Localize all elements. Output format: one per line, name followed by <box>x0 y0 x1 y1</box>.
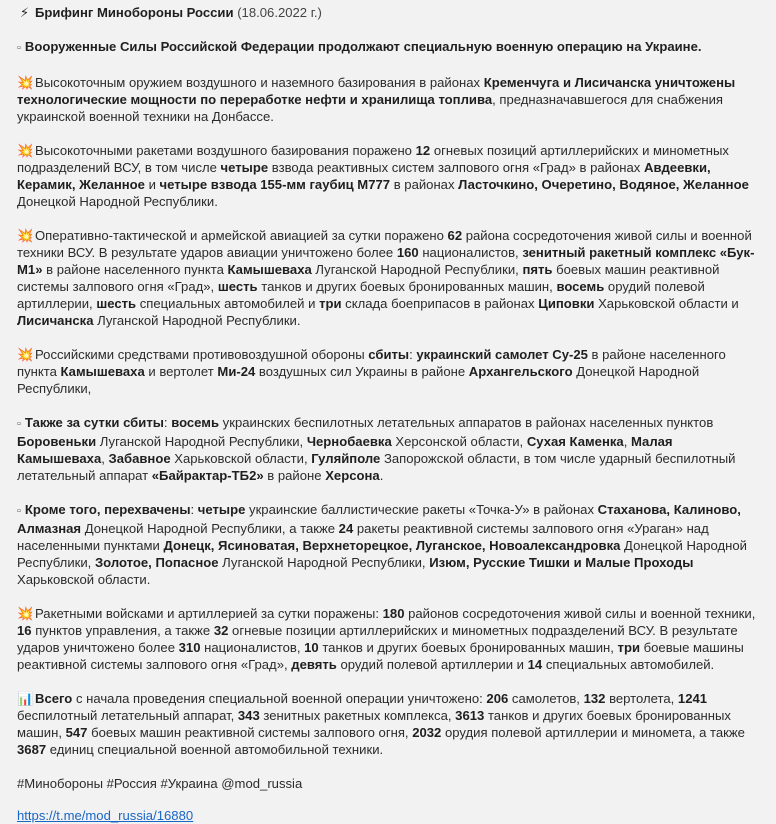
bold-text: девять <box>291 657 337 672</box>
bold-text: восемь <box>556 279 605 294</box>
bold-text: Забавное <box>108 451 171 466</box>
bold-text: Боровеньки <box>17 434 97 449</box>
bold-text: Ласточкино, Очеретино, Водяное, Желанное <box>458 177 749 192</box>
text: Донецкой Народной Республики, а также <box>81 521 339 536</box>
bold-text: 62 <box>447 228 463 243</box>
bold-text: Стаханова, Калиново, Алмазная <box>17 502 741 536</box>
bold-text: Донецк, Ясиноватая, Верхнеторецкое, Луганское, Новоалександровка <box>163 538 621 553</box>
text: Харьковской области и <box>594 296 739 311</box>
text: специальных автомобилей. <box>542 657 715 672</box>
bold-text: Малая Камышеваха <box>17 434 673 466</box>
post-paragraph <box>17 74 758 125</box>
text: , предназначавшегося для снабжения украинской военной техники на Донбассе. <box>17 92 723 124</box>
text: Луганской Народной Республики. <box>93 313 301 328</box>
text: . <box>379 468 384 483</box>
text: огневых позиций артиллерийских и минометных подразделений ВСУ, в том числе <box>17 143 729 175</box>
bold-text: Ми-24 <box>217 364 256 379</box>
text: в районе <box>263 468 326 483</box>
text: и <box>144 177 160 192</box>
post-paragraph <box>17 38 758 57</box>
text: специальных автомобилей и <box>136 296 320 311</box>
bold-text: Кроме того, перехвачены <box>24 502 191 517</box>
bold-text: Гуляйполе <box>311 451 381 466</box>
text: : <box>409 347 417 362</box>
text: украинских беспилотных летательных аппаратов в районах населенных пунктов <box>219 415 714 430</box>
text: орудий полевой артиллерии, <box>17 279 705 311</box>
post-body <box>17 38 758 758</box>
bold-text: Архангельского <box>468 364 573 379</box>
bold-text: 14 <box>527 657 543 672</box>
bold-text: 206 <box>486 691 509 706</box>
bold-text: 10 <box>304 640 319 655</box>
text: самолетов, <box>508 691 584 706</box>
bold-text: Лисичанска <box>17 313 94 328</box>
text: танков и других боевых бронированных машин, <box>257 279 557 294</box>
bold-text: 3613 <box>455 708 485 723</box>
bold-text: Циповки <box>538 296 595 311</box>
text: : <box>190 502 198 517</box>
bold-text: 16 <box>17 623 32 638</box>
post-paragraph <box>17 227 758 329</box>
text: Харьковской области, <box>170 451 312 466</box>
bold-text: украинский самолет Су-25 <box>416 347 588 362</box>
text: Херсонской области, <box>391 434 527 449</box>
square-bullet-icon: ▫ <box>17 42 21 54</box>
bold-text: 32 <box>213 623 229 638</box>
bold-text: Также за сутки сбиты <box>24 415 164 430</box>
bold-text: четыре <box>220 160 269 175</box>
post-paragraph <box>17 501 758 588</box>
text: Высокоточными ракетами воздушного базирования поражено <box>35 143 416 158</box>
explosion-icon: 💥 <box>17 606 34 621</box>
text: районов сосредоточения живой силы и военной техники, <box>404 606 756 621</box>
text: Ракетными войсками и артиллерией за сутки поражены: <box>35 606 383 621</box>
bold-text: 1241 <box>677 691 708 706</box>
bold-text: восемь <box>171 415 220 430</box>
text: с начала проведения специальной военной операции уничтожено: <box>72 691 487 706</box>
text: танков и других боевых бронированных машин, <box>318 640 618 655</box>
text: вертолета, <box>605 691 678 706</box>
source-link[interactable] <box>17 807 758 824</box>
text: орудия полевой артиллерии и минометa, а также <box>441 725 745 740</box>
text: , <box>101 451 109 466</box>
text: Донецкой Народной Республики. <box>17 194 218 209</box>
text: танков и других боевых бронированных машин, <box>17 708 731 740</box>
text: беспилотный летательный аппарат, <box>17 708 238 723</box>
bold-text: Золотое, Попасное <box>94 555 219 570</box>
text: пунктов управления, а также <box>31 623 214 638</box>
bold-text: 2032 <box>412 725 442 740</box>
text: боевых машин реактивной системы залпового огня, <box>87 725 413 740</box>
bold-text: Херсона <box>325 468 380 483</box>
text: воздушных сил Украины в районе <box>255 364 469 379</box>
square-bullet-icon: ▫ <box>17 505 21 517</box>
text: , <box>623 434 631 449</box>
text: Донецкой Народной Республики, <box>17 538 747 570</box>
bold-text: Сухая Каменка <box>526 434 624 449</box>
text: орудий полевой артиллерии и <box>336 657 528 672</box>
text: Высокоточным оружием воздушного и наземного базирования в районах <box>35 75 484 90</box>
text: огневые позиции артиллерийских и минометных подразделений ВСУ. В результате ударов уничтожено более <box>17 623 738 655</box>
bold-text: сбиты <box>368 347 410 362</box>
bold-text: Изюм, Русские Тишки и Малые Проходы <box>429 555 694 570</box>
text: Луганской Народной Республики, <box>218 555 430 570</box>
text: в районах <box>390 177 459 192</box>
text: Луганской Народной Республики, <box>96 434 307 449</box>
bold-text: четыре <box>197 502 246 517</box>
text: украинские баллистические ракеты «Точка-У» в районах <box>245 502 598 517</box>
bold-text: 343 <box>237 708 260 723</box>
hashtags[interactable]: #Минобороны #Россия #Украина @mod_russia <box>17 776 303 791</box>
text: взвода реактивных систем залпового огня «Град» в районах <box>268 160 644 175</box>
text: националистов, <box>200 640 305 655</box>
post-paragraph <box>17 142 758 210</box>
text: в районе населенного пункта <box>17 347 726 379</box>
text: Российскими средствами противовоздушной обороны <box>35 347 369 362</box>
bold-text: Чернобаевка <box>306 434 392 449</box>
bold-text: Камышеваха <box>227 262 312 277</box>
bold-text: четыре взвода 155-мм гаубиц М777 <box>159 177 391 192</box>
post-paragraph <box>17 690 758 758</box>
explosion-icon: 💥 <box>17 143 34 158</box>
text: : <box>163 415 172 430</box>
bold-text: шесть <box>96 296 137 311</box>
text: единиц специальной военной автомобильной техники. <box>46 742 384 757</box>
text: боевые машины реактивной системы залпового огня «Град», <box>17 640 744 672</box>
bold-text: Вооруженные Силы Российской Федерации продолжают специальную военную операцию на Украине. <box>24 39 702 54</box>
bold-text: Камышеваха <box>60 364 145 379</box>
bold-text: Всего <box>35 691 73 706</box>
text: зенитных ракетных комплекса, <box>259 708 456 723</box>
bold-text: 310 <box>178 640 201 655</box>
bold-text: шесть <box>217 279 258 294</box>
text: района сосредоточения живой силы и военной техники ВСУ. В результате ударов авиации уничтожено более <box>17 228 752 260</box>
text: в районе населенного пункта <box>42 262 228 277</box>
bold-text: три <box>319 296 342 311</box>
bold-text: три <box>617 640 641 655</box>
explosion-icon: 💥 <box>17 75 34 90</box>
text: Оперативно-тактической и армейской авиацией за сутки поражено <box>35 228 448 243</box>
lightning-icon: ⚡ <box>19 5 30 20</box>
explosion-icon: 💥 <box>17 347 34 362</box>
bold-text: зенитный ракетный комплекс «Бук-М1» <box>17 245 755 277</box>
bold-text: пять <box>522 262 553 277</box>
square-bullet-icon: ▫ <box>17 418 21 430</box>
post-paragraph <box>17 346 758 397</box>
bold-text: «Байрактар-ТБ2» <box>151 468 264 483</box>
text: склада боеприпасов в районах <box>341 296 539 311</box>
source-link-anchor[interactable]: https://t.me/mod_russia/16880 <box>17 808 194 823</box>
post-title: Брифинг Минобороны России <box>35 5 234 20</box>
bold-text: 12 <box>415 143 431 158</box>
explosion-icon: 💥 <box>17 228 34 243</box>
post-paragraph <box>17 605 758 673</box>
bold-text: 3687 <box>17 742 47 757</box>
text: Запорожской области, в том числе ударный беспилотный летательный аппарат <box>17 451 736 483</box>
text: Харьковской области. <box>17 572 151 587</box>
bar-chart-icon: 📊 <box>17 691 34 706</box>
bold-text: 132 <box>583 691 606 706</box>
bold-text: 160 <box>396 245 419 260</box>
text: Донецкой Народной Республики, <box>17 364 700 396</box>
text: националистов, <box>418 245 523 260</box>
bold-text: 547 <box>65 725 88 740</box>
text: и вертолет <box>144 364 218 379</box>
post-date: (18.06.2022 г.) <box>237 5 322 20</box>
text: Луганской Народной Республики, <box>311 262 523 277</box>
post-header <box>17 4 758 21</box>
text: боевых машин реактивной системы залпового огня «Град», <box>17 262 720 294</box>
bold-text: 24 <box>338 521 354 536</box>
post-paragraph <box>17 414 758 484</box>
text: ракеты реактивной системы залпового огня «Ураган» над населенными пунктами <box>17 521 709 553</box>
bold-text: Кременчуга и Лисичанска уничтожены технологические мощности по переработке нефти и хранилища топлива <box>17 75 736 107</box>
bold-text: Авдеевки, Керамик, Желанное <box>17 160 711 192</box>
bold-text: 180 <box>382 606 405 621</box>
